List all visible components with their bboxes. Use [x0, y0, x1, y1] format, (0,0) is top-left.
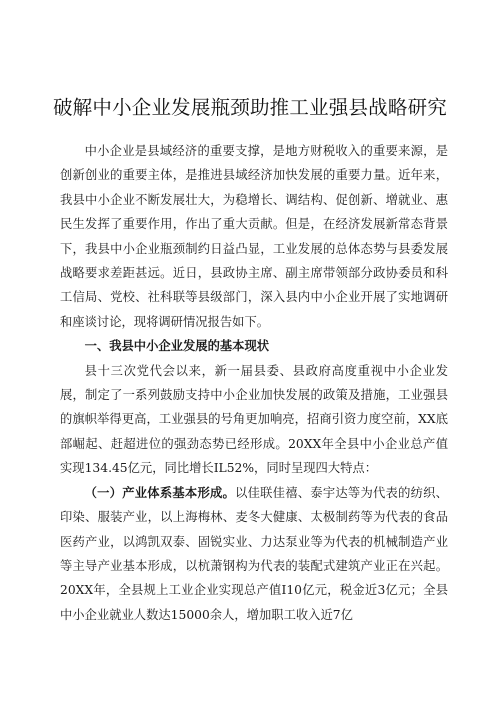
subsection-1-text: 以佳联佳禧、泰宇达等为代表的纺织、印染、服装产业，以上海梅林、麦冬大健康、太极制药等为代表的食品医药产业，以鸿凯双泰、固锐实业、力达泵业等为代表的机械制造产业等主导产业基本形成，以杭萧钢构为代表的装配式建筑产业正在兴起。20XX年，全县规上工业企业实现总产值I10亿元，税金近3亿元；全县中小企业就业人数达15000余人，增加职工收入近7亿 — [60, 485, 448, 622]
document-body — [60, 139, 448, 627]
subsection-1-label: （一）产业体系基本形成。 — [84, 485, 236, 500]
section-1-paragraph: 县十三次党代会以来，新一届县委、县政府高度重视中小企业发展，制定了一系列鼓励支持中小企业加快发展的政策及措施，工业强县的旗帜举得更高，工业强县的号角更加响亮，招商引资力度空前，XX底部崛起、赶超进位的强劲态势已经形成。20XX年全县中小企业总产值实现134.45亿元，同比增长IL52%，同时呈现四大特点： — [60, 363, 448, 476]
intro-paragraph: 中小企业是县域经济的重要支撑，是地方财税收入的重要来源，是创新创业的重要主体，是推进县域经济加快发展的重要力量。近年来，我县中小企业不断发展壮大，为稳增长、调结构、促创新、增就业、惠民生发挥了重要作用，作出了重大贡献。但是，在经济发展新常态背景下，我县中小企业瓶颈制约日益凸显，工业发展的总体态势与县委发展战略要求差距甚远。近日，县政协主席、副主席带领部分政协委员和科工信局、党校、社科联等县级部门，深入县内中小企业开展了实地调研和座谈讨论，现将调研情况报告如下。 — [60, 144, 448, 329]
section-heading-1: 一、我县中小企业发展的基本现状 — [84, 339, 270, 354]
subsection-1-paragraph — [60, 481, 448, 627]
document-title: 破解中小企业发展瓶颈助推工业强县战略研究 — [52, 96, 447, 119]
